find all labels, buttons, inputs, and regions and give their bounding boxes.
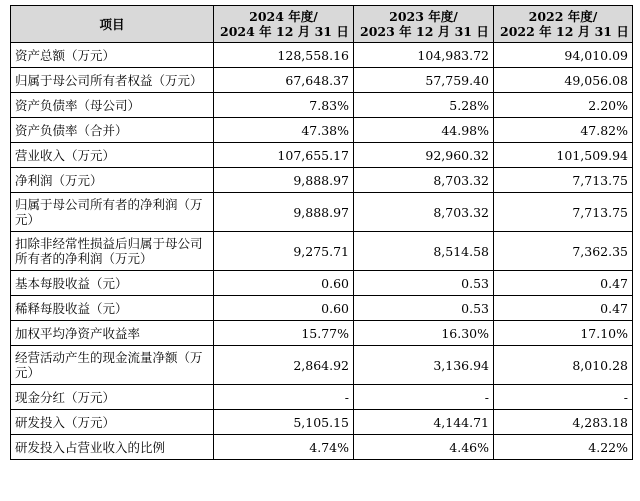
row-label: 归属于母公司所有者权益（万元） [11, 68, 214, 93]
cell-2023: 4,144.71 [354, 410, 494, 435]
row-label: 资产负债率（母公司） [11, 93, 214, 118]
table-row [11, 168, 633, 193]
cell-2022: 0.47 [494, 271, 633, 296]
table-body [11, 43, 633, 460]
cell-2023: 3,136.94 [354, 346, 494, 385]
cell-2023: 57,759.40 [354, 68, 494, 93]
cell-2022: 94,010.09 [494, 43, 633, 68]
cell-2024: 67,648.37 [214, 68, 354, 93]
table-row [11, 118, 633, 143]
cell-2022: - [494, 385, 633, 410]
table-row [11, 385, 633, 410]
table-header [11, 6, 633, 43]
header-2022-line1: 2022 年度/ [528, 9, 598, 24]
cell-2024: 47.38% [214, 118, 354, 143]
cell-2023: - [354, 385, 494, 410]
cell-2024: 9,888.97 [214, 168, 354, 193]
header-2023 [354, 6, 494, 43]
table-row [11, 321, 633, 346]
table-row [11, 410, 633, 435]
cell-2023: 8,703.32 [354, 193, 494, 232]
cell-2023: 44.98% [354, 118, 494, 143]
header-2024 [214, 6, 354, 43]
row-label: 归属于母公司所有者的净利润（万元） [11, 193, 214, 232]
cell-2024: 128,558.16 [214, 43, 354, 68]
cell-2024: 9,888.97 [214, 193, 354, 232]
cell-2022: 7,713.75 [494, 168, 633, 193]
cell-2024: 9,275.71 [214, 232, 354, 271]
cell-2022: 2.20% [494, 93, 633, 118]
header-2023-line2: 2023 年 12 月 31 日 [360, 24, 489, 39]
financial-summary-container [10, 5, 632, 460]
cell-2022: 0.47 [494, 296, 633, 321]
cell-2024: 15.77% [214, 321, 354, 346]
row-label: 加权平均净资产收益率 [11, 321, 214, 346]
table-row [11, 68, 633, 93]
cell-2024: - [214, 385, 354, 410]
cell-2022: 4,283.18 [494, 410, 633, 435]
row-label: 经营活动产生的现金流量净额（万元） [11, 346, 214, 385]
cell-2022: 101,509.94 [494, 143, 633, 168]
cell-2023: 0.53 [354, 271, 494, 296]
table-row [11, 193, 633, 232]
cell-2022: 8,010.28 [494, 346, 633, 385]
cell-2022: 17.10% [494, 321, 633, 346]
cell-2024: 5,105.15 [214, 410, 354, 435]
header-row [11, 6, 633, 43]
table-row [11, 43, 633, 68]
financial-summary-table [10, 5, 633, 460]
table-row [11, 232, 633, 271]
cell-2022: 7,713.75 [494, 193, 633, 232]
cell-2024: 7.83% [214, 93, 354, 118]
cell-2024: 2,864.92 [214, 346, 354, 385]
cell-2023: 8,514.58 [354, 232, 494, 271]
cell-2023: 8,703.32 [354, 168, 494, 193]
header-2024-line1: 2024 年度/ [249, 9, 318, 24]
row-label: 资产负债率（合并） [11, 118, 214, 143]
cell-2024: 107,655.17 [214, 143, 354, 168]
row-label: 研发投入占营业收入的比例 [11, 435, 214, 460]
cell-2023: 16.30% [354, 321, 494, 346]
row-label: 稀释每股收益（元） [11, 296, 214, 321]
header-2022-line2: 2022 年 12 月 31 日 [500, 24, 629, 39]
table-row [11, 93, 633, 118]
cell-2022: 47.82% [494, 118, 633, 143]
cell-2022: 49,056.08 [494, 68, 633, 93]
row-label: 净利润（万元） [11, 168, 214, 193]
table-row [11, 296, 633, 321]
table-row [11, 435, 633, 460]
table-row [11, 143, 633, 168]
row-label: 扣除非经常性损益后归属于母公司所有者的净利润（万元） [11, 232, 214, 271]
cell-2023: 92,960.32 [354, 143, 494, 168]
header-2022 [494, 6, 633, 43]
row-label: 资产总额（万元） [11, 43, 214, 68]
cell-2023: 4.46% [354, 435, 494, 460]
cell-2024: 0.60 [214, 271, 354, 296]
cell-2023: 0.53 [354, 296, 494, 321]
cell-2023: 5.28% [354, 93, 494, 118]
row-label: 基本每股收益（元） [11, 271, 214, 296]
table-row [11, 271, 633, 296]
row-label: 现金分红（万元） [11, 385, 214, 410]
cell-2022: 4.22% [494, 435, 633, 460]
cell-2023: 104,983.72 [354, 43, 494, 68]
row-label: 营业收入（万元） [11, 143, 214, 168]
header-item: 项目 [11, 6, 214, 43]
header-2023-line1: 2023 年度/ [389, 9, 458, 24]
cell-2024: 0.60 [214, 296, 354, 321]
header-2024-line2: 2024 年 12 月 31 日 [220, 24, 349, 39]
cell-2022: 7,362.35 [494, 232, 633, 271]
row-label: 研发投入（万元） [11, 410, 214, 435]
cell-2024: 4.74% [214, 435, 354, 460]
table-row [11, 346, 633, 385]
